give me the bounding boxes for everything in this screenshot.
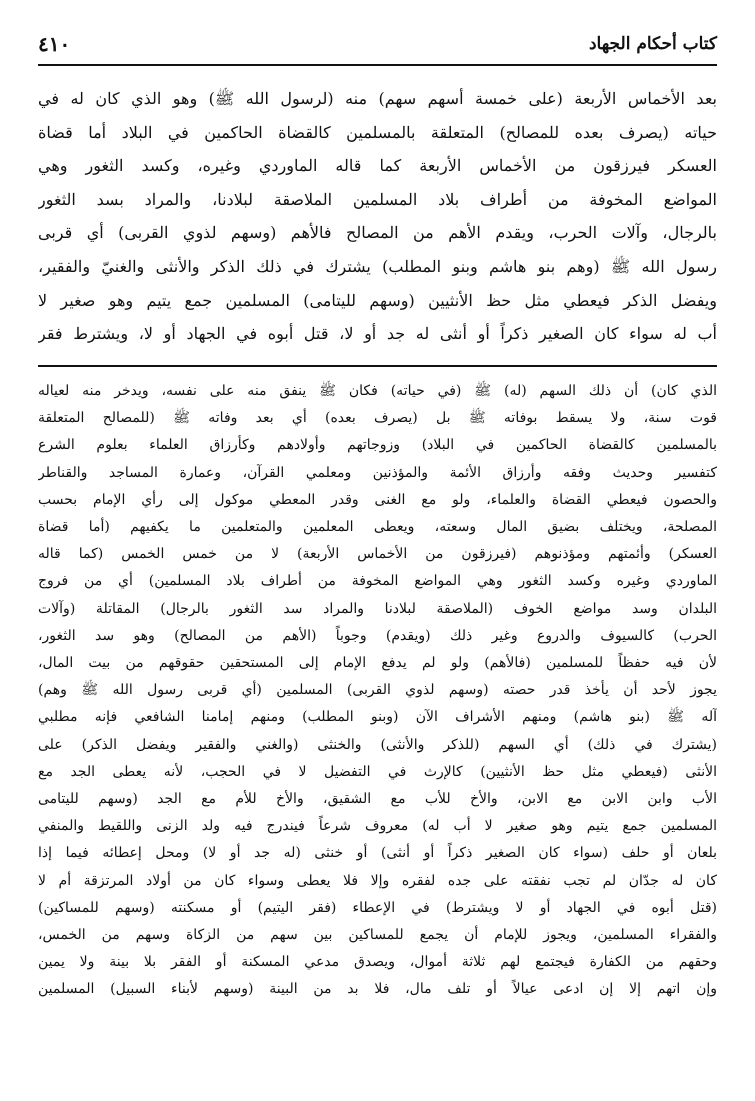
commentary-line: والحصون فيعطي القضاة والعلماء، ولو مع الغنى وقدر المعطي موكول إلى رأي الإمام بحسب [38, 491, 717, 508]
main-text-line: العسكر فيرزقون من الأخماس الأربعة كما قاله الماوردي وغيره، وكسد الثغور وهي [38, 156, 717, 176]
commentary-line: قوت سنة، ولا يسقط بوفاته ﷺ بل (يصرف بعده) أي بعد وفاته ﷺ (للمصالح المتعلقة [38, 410, 717, 427]
commentary-line: (يشترك في ذلك) أي السهم (للذكر والأنثى) والخنثى (والغني والفقير ويفضل الذكر) على [38, 736, 717, 753]
commentary-line: كتفسير وحديث وفقه وأرزاق الأئمة والمؤذنين ومعلمي القرآن، وعمارة المساجد والقناطر [38, 464, 717, 481]
commentary-text [38, 378, 717, 1004]
commentary-line: المصلحة، ويختلف بضيق المال وسعته، ويعطى المعلمين والمتعلمين ما يكفيهم (أما قضاة [38, 519, 717, 536]
commentary-line: وإن اتهم إلا إن ادعى عيالاً أو تلف مال، فلا بد من البينة (وسهم لأبناء السبيل) المسلمين [38, 981, 717, 998]
main-text-line: ويفضل الذكر فيعطي مثل حظ الأنثيين (وسهم لليتامى) المسلمين جمع يتيم وهو صغير لا [38, 290, 717, 310]
main-text-line: حياته (يصرف بعده للمصالح) المتعلقة بالمسلمين كالقضاة الحاكمين في البلاد أما قضاة [38, 122, 717, 142]
commentary-line: (قتل أبوه في الجهاد أو لا ويشترط) في الإعطاء (فقر اليتيم) أو مسكنته (وسهم للمساكين) [38, 899, 717, 916]
commentary-line: المسلمين جمع يتيم وهو صغير لا أب له) معروف شرعاً فيندرج فيه ولد الزنى واللقيط والمنفي [38, 818, 717, 835]
commentary-line: لأن فيه حفظاً للمسلمين (فالأهم) ولو لم يدفع الإمام إلى المستحقين حقوقهم من بيت المال، [38, 655, 717, 672]
footnote-separator [38, 365, 717, 367]
commentary-line: يجوز لأحد أن يأخذ قدر حصته (وسهم لذوي القربى) المسلمين (أي قربى رسول الله ﷺ وهم) [38, 682, 717, 699]
commentary-line: بلعان أو حلف (سواء كان الصغير ذكراً أو أنثى) أو خنثى (له جد أو لا) ومحل إعطائه فيما إذا [38, 845, 717, 862]
page-number: ٤١٠ [38, 32, 71, 56]
main-text-line: رسول الله ﷺ (وهم بنو هاشم وبنو المطلب) يشترك في ذلك الذكر والأنثى والغنيّ والفقير، [38, 256, 717, 276]
commentary-line: الذي كان) أن ذلك السهم (له) ﷺ (في حياته) فكان ﷺ ينفق منه على نفسه، ويدخر منه لعياله [38, 383, 717, 399]
commentary-line: والفقراء المسلمين، ويجوز للإمام أن يجمع للمساكين بين سهم من الزكاة وسهم من الخمس، [38, 927, 717, 944]
commentary-line: الأنثى (فيعطي مثل حظ الأنثيين) كالإرث في التفضيل لا في الحجب، لأنه يعطى الجد مع [38, 763, 717, 780]
commentary-line: الحرب) كالسيوف والدروع وغير ذلك (ويقدم) وجوباً (الأهم من المصالح) وهو سد الثغور، [38, 627, 717, 644]
page-header [38, 30, 717, 66]
main-text-line: أب له سواء كان الصغير ذكراً أو أنثى له جد أو لا، قتل أبوه في الجهاد أو لا، ويشترط فقر [38, 324, 717, 344]
main-text [38, 82, 717, 351]
running-title: كتاب أحكام الجهاد [588, 34, 717, 54]
main-text-line: بالرجال، وآلات الحرب، ويقدم الأهم من المصالح فالأهم (وسهم لذوي القربى) أي قربى [38, 223, 717, 243]
commentary-line: وحقهم من الكفارة فيجتمع لهم ثلاثة أموال، ويصدق مدعي المسكنة أو الفقر بلا بينة ولا يمين [38, 954, 717, 971]
main-text-line: بعد الأخماس الأربعة (على خمسة أسهم سهم) منه (لرسول الله ﷺ) وهو الذي كان له في [38, 89, 717, 108]
main-text-line: المواضع المخوفة من أطراف بلاد المسلمين الملاصقة لبلادنا، والمراد بسد الثغور [38, 189, 717, 209]
commentary-line: كان له جدّان لم تجب نفقته على جده لفقره وإلا فلا يعطى وسواء كان من أولاد المرتزقة أم لا [38, 872, 717, 889]
commentary-line: آله ﷺ (بنو هاشم) ومنهم الأشراف الآن (وبنو المطلب) ومنهم إمامنا الشافعي فإنه مطلبي [38, 709, 717, 726]
commentary-line: الماوردي وغيره وكسد الثغور وهي المواضع المخوفة من أطراف بلاد المسلمين) أي من فروج [38, 573, 717, 590]
commentary-line: البلدان وسد مواضع الخوف (الملاصقة لبلادنا والمراد سد الثغور بالرجال) المقاتلة (وآلات [38, 600, 717, 617]
commentary-line: الأب وابن الابن مع الابن، والأخ للأب مع الشقيق، والأخ للأم مع الجد (وسهم لليتامى [38, 791, 717, 808]
commentary-line: العسكر) وأئمتهم ومؤذنوهم (فيرزقون من الأخماس الأربعة) لا من خمس الخمس (كما قاله [38, 546, 717, 563]
commentary-line: بالمسلمين كالقضاة الحاكمين في البلاد) وزوجاتهم وأولادهم وكأرزاق العلماء بعلوم الشرع [38, 437, 717, 454]
